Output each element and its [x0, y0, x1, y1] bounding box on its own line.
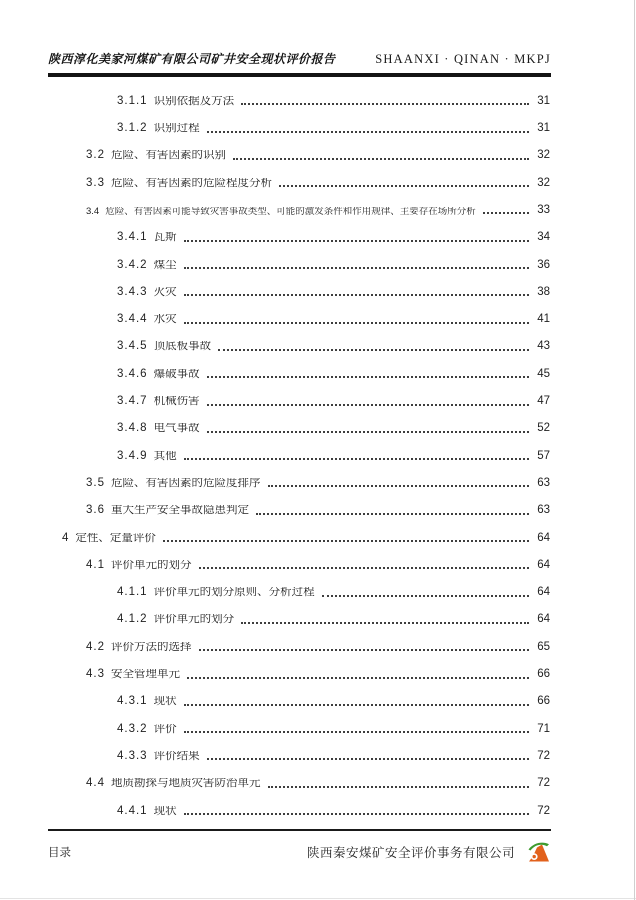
toc-entry-page: 33 — [537, 203, 550, 216]
toc-entry-page: 63 — [537, 476, 550, 489]
dot-leader — [184, 813, 529, 815]
toc-entry — [48, 415, 550, 442]
toc-entry — [48, 142, 550, 169]
toc-entry-label: 识别过程 — [153, 123, 200, 135]
toc-entry — [48, 715, 550, 742]
toc-entry-page: 36 — [537, 258, 550, 271]
toc-entry-page: 41 — [537, 313, 550, 326]
toc-entry-number: 4.3.1 — [117, 695, 148, 708]
toc-entry-number: 3.4.6 — [117, 367, 148, 380]
toc-entry-label: 危险、有害因素的识别 — [111, 150, 226, 162]
toc-entry-number: 4.2 — [86, 640, 105, 653]
toc-entry-label: 电气事故 — [153, 423, 200, 435]
toc-entry-number: 3.2 — [86, 149, 105, 162]
dot-leader — [207, 376, 529, 378]
page-header — [48, 50, 551, 67]
toc-entry-number: 4.1.1 — [117, 586, 148, 599]
toc-entry-number: 3.3 — [86, 176, 105, 189]
toc-entry-page: 45 — [537, 367, 550, 380]
toc-entry-page: 32 — [537, 149, 550, 162]
toc-entry — [48, 496, 550, 523]
dot-leader — [184, 240, 529, 242]
toc-entry — [48, 114, 550, 141]
report-title: 陕西淳化美家河煤矿有限公司矿井安全现状评价报告 — [48, 52, 336, 66]
toc-entry — [48, 469, 550, 496]
dot-leader — [233, 158, 529, 160]
dot-leader — [199, 567, 530, 569]
toc-entry-page: 64 — [537, 558, 550, 571]
toc-entry-page: 32 — [537, 176, 550, 189]
toc-entry-number: 4.4.1 — [117, 804, 148, 817]
toc-entry-number: 4.1 — [86, 558, 105, 571]
dot-leader — [199, 649, 530, 651]
header-rule — [48, 73, 551, 77]
toc-entry-label: 评价单元的划分 — [153, 614, 235, 626]
toc-entry-label: 火灾 — [153, 286, 177, 298]
toc-entry — [48, 223, 550, 250]
toc-entry — [48, 387, 550, 414]
company-logo-icon — [526, 841, 551, 863]
toc-entry-label: 评价方法的选择 — [111, 641, 192, 653]
dot-leader — [218, 349, 529, 351]
dot-leader — [483, 212, 529, 214]
toc-entry-label: 评价单元的划分 — [111, 559, 192, 571]
toc-entry — [48, 660, 550, 687]
toc-entry-label: 地质勘探与地质灾害防治单元 — [111, 778, 261, 790]
toc-entry — [48, 169, 550, 196]
toc-entry-page: 47 — [537, 395, 550, 408]
dot-leader — [163, 540, 529, 542]
dot-leader — [184, 322, 529, 324]
footer-company-name: 陕西秦安煤矿安全评价事务有限公司 — [306, 846, 515, 860]
toc-entry-label: 评价 — [153, 723, 177, 735]
toc-entry-label: 重大生产安全事故隐患判定 — [111, 505, 249, 517]
toc-entry-page: 66 — [537, 668, 550, 681]
toc-entry-label: 其他 — [153, 450, 177, 462]
toc-entry — [48, 278, 550, 305]
dot-leader — [241, 622, 529, 624]
toc-entry — [48, 87, 550, 114]
toc-entry — [48, 251, 550, 278]
toc-entry-page: 63 — [537, 504, 550, 517]
toc-entry-label: 现状 — [153, 805, 177, 817]
dot-leader — [207, 131, 529, 133]
dot-leader — [184, 267, 529, 269]
toc-entry-label: 煤尘 — [153, 259, 177, 271]
toc-entry — [48, 797, 550, 824]
toc-entry — [48, 333, 550, 360]
dot-leader — [207, 758, 529, 760]
dot-leader — [184, 704, 529, 706]
dot-leader — [184, 731, 529, 733]
toc-entry-label: 评价结果 — [153, 750, 200, 762]
table-of-contents — [48, 87, 550, 824]
toc-entry-number: 4.1.2 — [117, 613, 148, 626]
toc-entry-page: 64 — [537, 531, 550, 544]
header-code: SHAANXI · QINAN · MKPJ — [375, 52, 551, 66]
toc-entry-number: 3.4 — [86, 205, 100, 217]
toc-entry-number: 3.4.4 — [117, 313, 148, 326]
toc-entry-number: 3.5 — [86, 476, 105, 489]
toc-entry-label: 瓦斯 — [153, 232, 177, 244]
dot-leader — [207, 404, 529, 406]
toc-entry-number: 4.3.2 — [117, 722, 148, 735]
toc-entry-page: 57 — [537, 449, 550, 462]
toc-entry-page: 66 — [537, 695, 550, 708]
toc-entry — [48, 305, 550, 332]
dot-leader — [268, 485, 530, 487]
toc-entry-number: 3.4.1 — [117, 231, 148, 244]
toc-entry-label: 识别依据及方法 — [153, 95, 235, 107]
toc-entry-page: 38 — [537, 285, 550, 298]
toc-entry-page: 65 — [537, 640, 550, 653]
toc-entry — [48, 360, 550, 387]
toc-entry — [48, 742, 550, 769]
toc-entry-page: 72 — [537, 777, 550, 790]
toc-entry-number: 3.1.1 — [117, 94, 148, 107]
toc-entry-page: 64 — [537, 586, 550, 599]
dot-leader — [322, 595, 529, 597]
dot-leader — [184, 458, 529, 460]
toc-entry-number: 4.3.3 — [117, 749, 148, 762]
toc-entry-page: 72 — [537, 804, 550, 817]
dot-leader — [256, 513, 529, 515]
toc-entry-label: 评价单元的划分原则、分析过程 — [153, 587, 315, 599]
toc-entry-label: 危险、有害因素的危险度排序 — [111, 477, 261, 489]
toc-entry-number: 3.4.9 — [117, 449, 148, 462]
toc-entry-number: 4 — [62, 531, 70, 544]
footer-company-block — [307, 841, 551, 863]
dot-leader — [184, 294, 529, 296]
toc-entry — [48, 578, 550, 605]
toc-entry-label: 危险、有害因素可能导致灾害事故类型、可能的激发条件和作用规律、主要存在场所分析 — [105, 206, 476, 217]
footer-section-label: 目录 — [48, 847, 71, 859]
toc-entry-number: 3.4.3 — [117, 285, 148, 298]
toc-entry-page: 52 — [537, 422, 550, 435]
toc-entry-page: 31 — [537, 122, 550, 135]
dot-leader — [268, 786, 530, 788]
toc-entry — [48, 769, 550, 796]
toc-entry-label: 爆破事故 — [153, 368, 200, 380]
toc-entry-page: 71 — [537, 722, 550, 735]
toc-entry-label: 现状 — [153, 696, 177, 708]
toc-entry-label: 机械伤害 — [153, 396, 200, 408]
toc-entry — [48, 633, 550, 660]
toc-entry-number: 3.4.5 — [117, 340, 148, 353]
toc-entry-number: 3.4.2 — [117, 258, 148, 271]
toc-entry-number: 4.4 — [86, 777, 105, 790]
toc-entry-label: 安全管理单元 — [111, 669, 180, 681]
page-footer — [48, 839, 551, 865]
toc-entry — [48, 688, 550, 715]
toc-entry-page: 64 — [537, 613, 550, 626]
footer-rule — [48, 829, 551, 831]
dot-leader — [207, 431, 529, 433]
toc-entry — [48, 551, 550, 578]
toc-entry — [48, 196, 550, 223]
toc-entry-label: 危险、有害因素的危险程度分析 — [111, 177, 272, 189]
toc-entry-label: 定性、定量评价 — [75, 532, 156, 544]
dot-leader — [279, 185, 529, 187]
dot-leader — [241, 103, 529, 105]
toc-entry-page: 31 — [537, 94, 550, 107]
toc-entry-number: 3.4.7 — [117, 395, 148, 408]
toc-entry-label: 水灾 — [153, 314, 177, 326]
toc-entry-page: 34 — [537, 231, 550, 244]
toc-entry-page: 43 — [537, 340, 550, 353]
toc-entry-number: 3.1.2 — [117, 122, 148, 135]
toc-entry-page: 72 — [537, 749, 550, 762]
toc-entry — [48, 524, 550, 551]
toc-entry-number: 3.4.8 — [117, 422, 148, 435]
toc-entry-number: 4.3 — [86, 668, 105, 681]
toc-entry — [48, 606, 550, 633]
toc-entry — [48, 442, 550, 469]
toc-entry-label: 顶底板事故 — [153, 341, 212, 353]
dot-leader — [187, 677, 529, 679]
toc-entry-number: 3.6 — [86, 504, 105, 517]
